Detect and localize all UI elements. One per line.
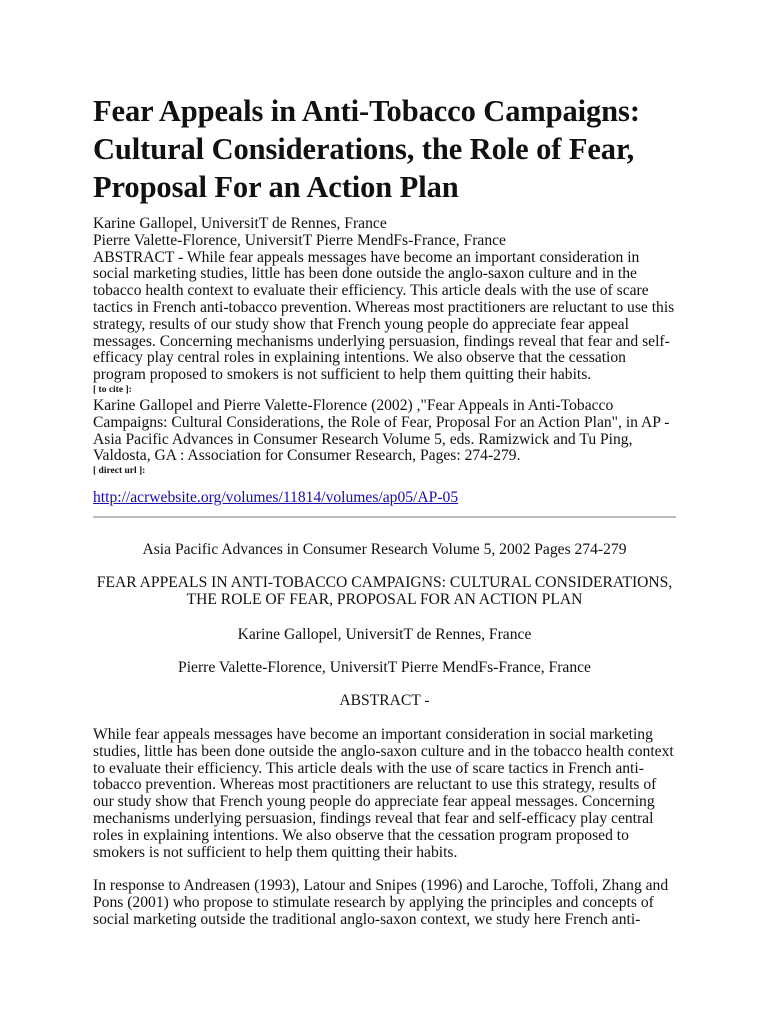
title-line: Proposal For an Action Plan <box>93 170 459 204</box>
abstract-line: mechanisms underlying persuasion, findings reveal that fear and self-efficacy play central <box>93 809 654 827</box>
direct-url-label: [ direct url ]: <box>93 466 146 477</box>
citation-line: Asia Pacific Advances in Consumer Research Volume 5, eds. Ramizwick and Tu Ping, <box>93 430 633 448</box>
intro-paragraph <box>93 878 693 928</box>
abstract-line: tobacco prevention. Whereas most practitioners are reluctant to use this strategy, results of <box>93 776 657 794</box>
header-line: Karine Gallopel, UniversitT de Rennes, France <box>93 215 387 232</box>
author-1: Karine Gallopel, UniversitT de Rennes, France <box>237 626 532 643</box>
intro-line: In response to Andreasen (1993), Latour and Snipes (1996) and Laroche, Toffoli, Zhang and <box>93 877 669 894</box>
abstract-paragraph <box>93 727 693 861</box>
abstract-heading: ABSTRACT - <box>339 692 430 709</box>
title-line: Fear Appeals in Anti-Tobacco Campaigns: <box>93 94 640 128</box>
direct-url-link[interactable]: http://acrwebsite.org/volumes/11814/volumes/ap05/AP-05 <box>93 489 459 507</box>
intro-line: Pons (2001) who propose to stimulate research by applying the principles and concepts of <box>93 893 654 911</box>
header-line: tobacco health context to evaluate their efficiency. This article deals with the use of scare <box>93 282 649 300</box>
abstract-line: roles in explaining intentions. We also observe that the cessation program proposed to <box>93 826 629 844</box>
abstract-line: smokers is not sufficient to help them quitting their habits. <box>93 843 458 861</box>
header-line: ABSTRACT - While fear appeals messages have become an important consideration in <box>93 248 640 266</box>
abstract-line: to evaluate their efficiency. This article deals with the use of scare tactics in French anti- <box>93 759 644 777</box>
header-line: tactics in French anti-tobacco prevention. Whereas most practitioners are reluctant to use this <box>93 298 675 316</box>
citation-line: Karine Gallopel and Pierre Valette-Florence (2002) ,"Fear Appeals in Anti-Tobacco <box>93 396 614 414</box>
title-line: Cultural Considerations, the Role of Fear, <box>93 132 635 166</box>
caps-title-line: THE ROLE OF FEAR, PROPOSAL FOR AN ACTION PLAN <box>186 591 583 608</box>
abstract-line: our study show that French young people do appreciate fear appeal messages. Concerning <box>93 793 655 811</box>
header-block <box>93 216 693 384</box>
citation-line: Valdosta, GA : Association for Consumer Research, Pages: 274-279. <box>93 447 521 465</box>
cite-label: [ to cite ]: <box>93 384 132 395</box>
citation-line: Campaigns: Cultural Considerations, the Role of Fear, Proposal For an Action Plan", in AP - <box>93 413 670 431</box>
header-line: strategy, results of our study show that French young people do appreciate fear appeal <box>93 315 629 333</box>
header-line: messages. Concerning mechanisms underlying persuasion, findings reveal that fear and self- <box>93 332 670 350</box>
intro-line: social marketing outside the traditional anglo-saxon context, we study here French anti- <box>93 910 641 928</box>
document-header <box>93 92 693 507</box>
caps-title-line: FEAR APPEALS IN ANTI-TOBACCO CAMPAIGNS: CULTURAL CONSIDERATIONS, <box>96 574 673 591</box>
header-line: social marketing studies, little has been done outside the anglo-saxon culture and in the <box>93 265 637 283</box>
abstract-line: While fear appeals messages have become an important consideration in social marketing <box>93 726 653 743</box>
abstract-line: studies, little has been done outside the anglo-saxon culture and in the tobacco health context <box>93 742 674 760</box>
page-title <box>93 92 693 206</box>
header-line: efficacy play central roles in explaining intentions. We also observe that the cessation <box>93 349 626 367</box>
header-line: program proposed to smokers is not sufficient to help them quitting their habits. <box>93 366 592 384</box>
journal-line: Asia Pacific Advances in Consumer Research Volume 5, 2002 Pages 274-279 <box>142 541 627 558</box>
caps-title <box>93 574 676 608</box>
divider <box>93 516 676 518</box>
header-line: Pierre Valette-Florence, UniversitT Pierre MendFs-France, France <box>93 231 506 249</box>
author-2: Pierre Valette-Florence, UniversitT Pierre MendFs-France, France <box>178 659 591 676</box>
citation-block <box>93 398 693 465</box>
